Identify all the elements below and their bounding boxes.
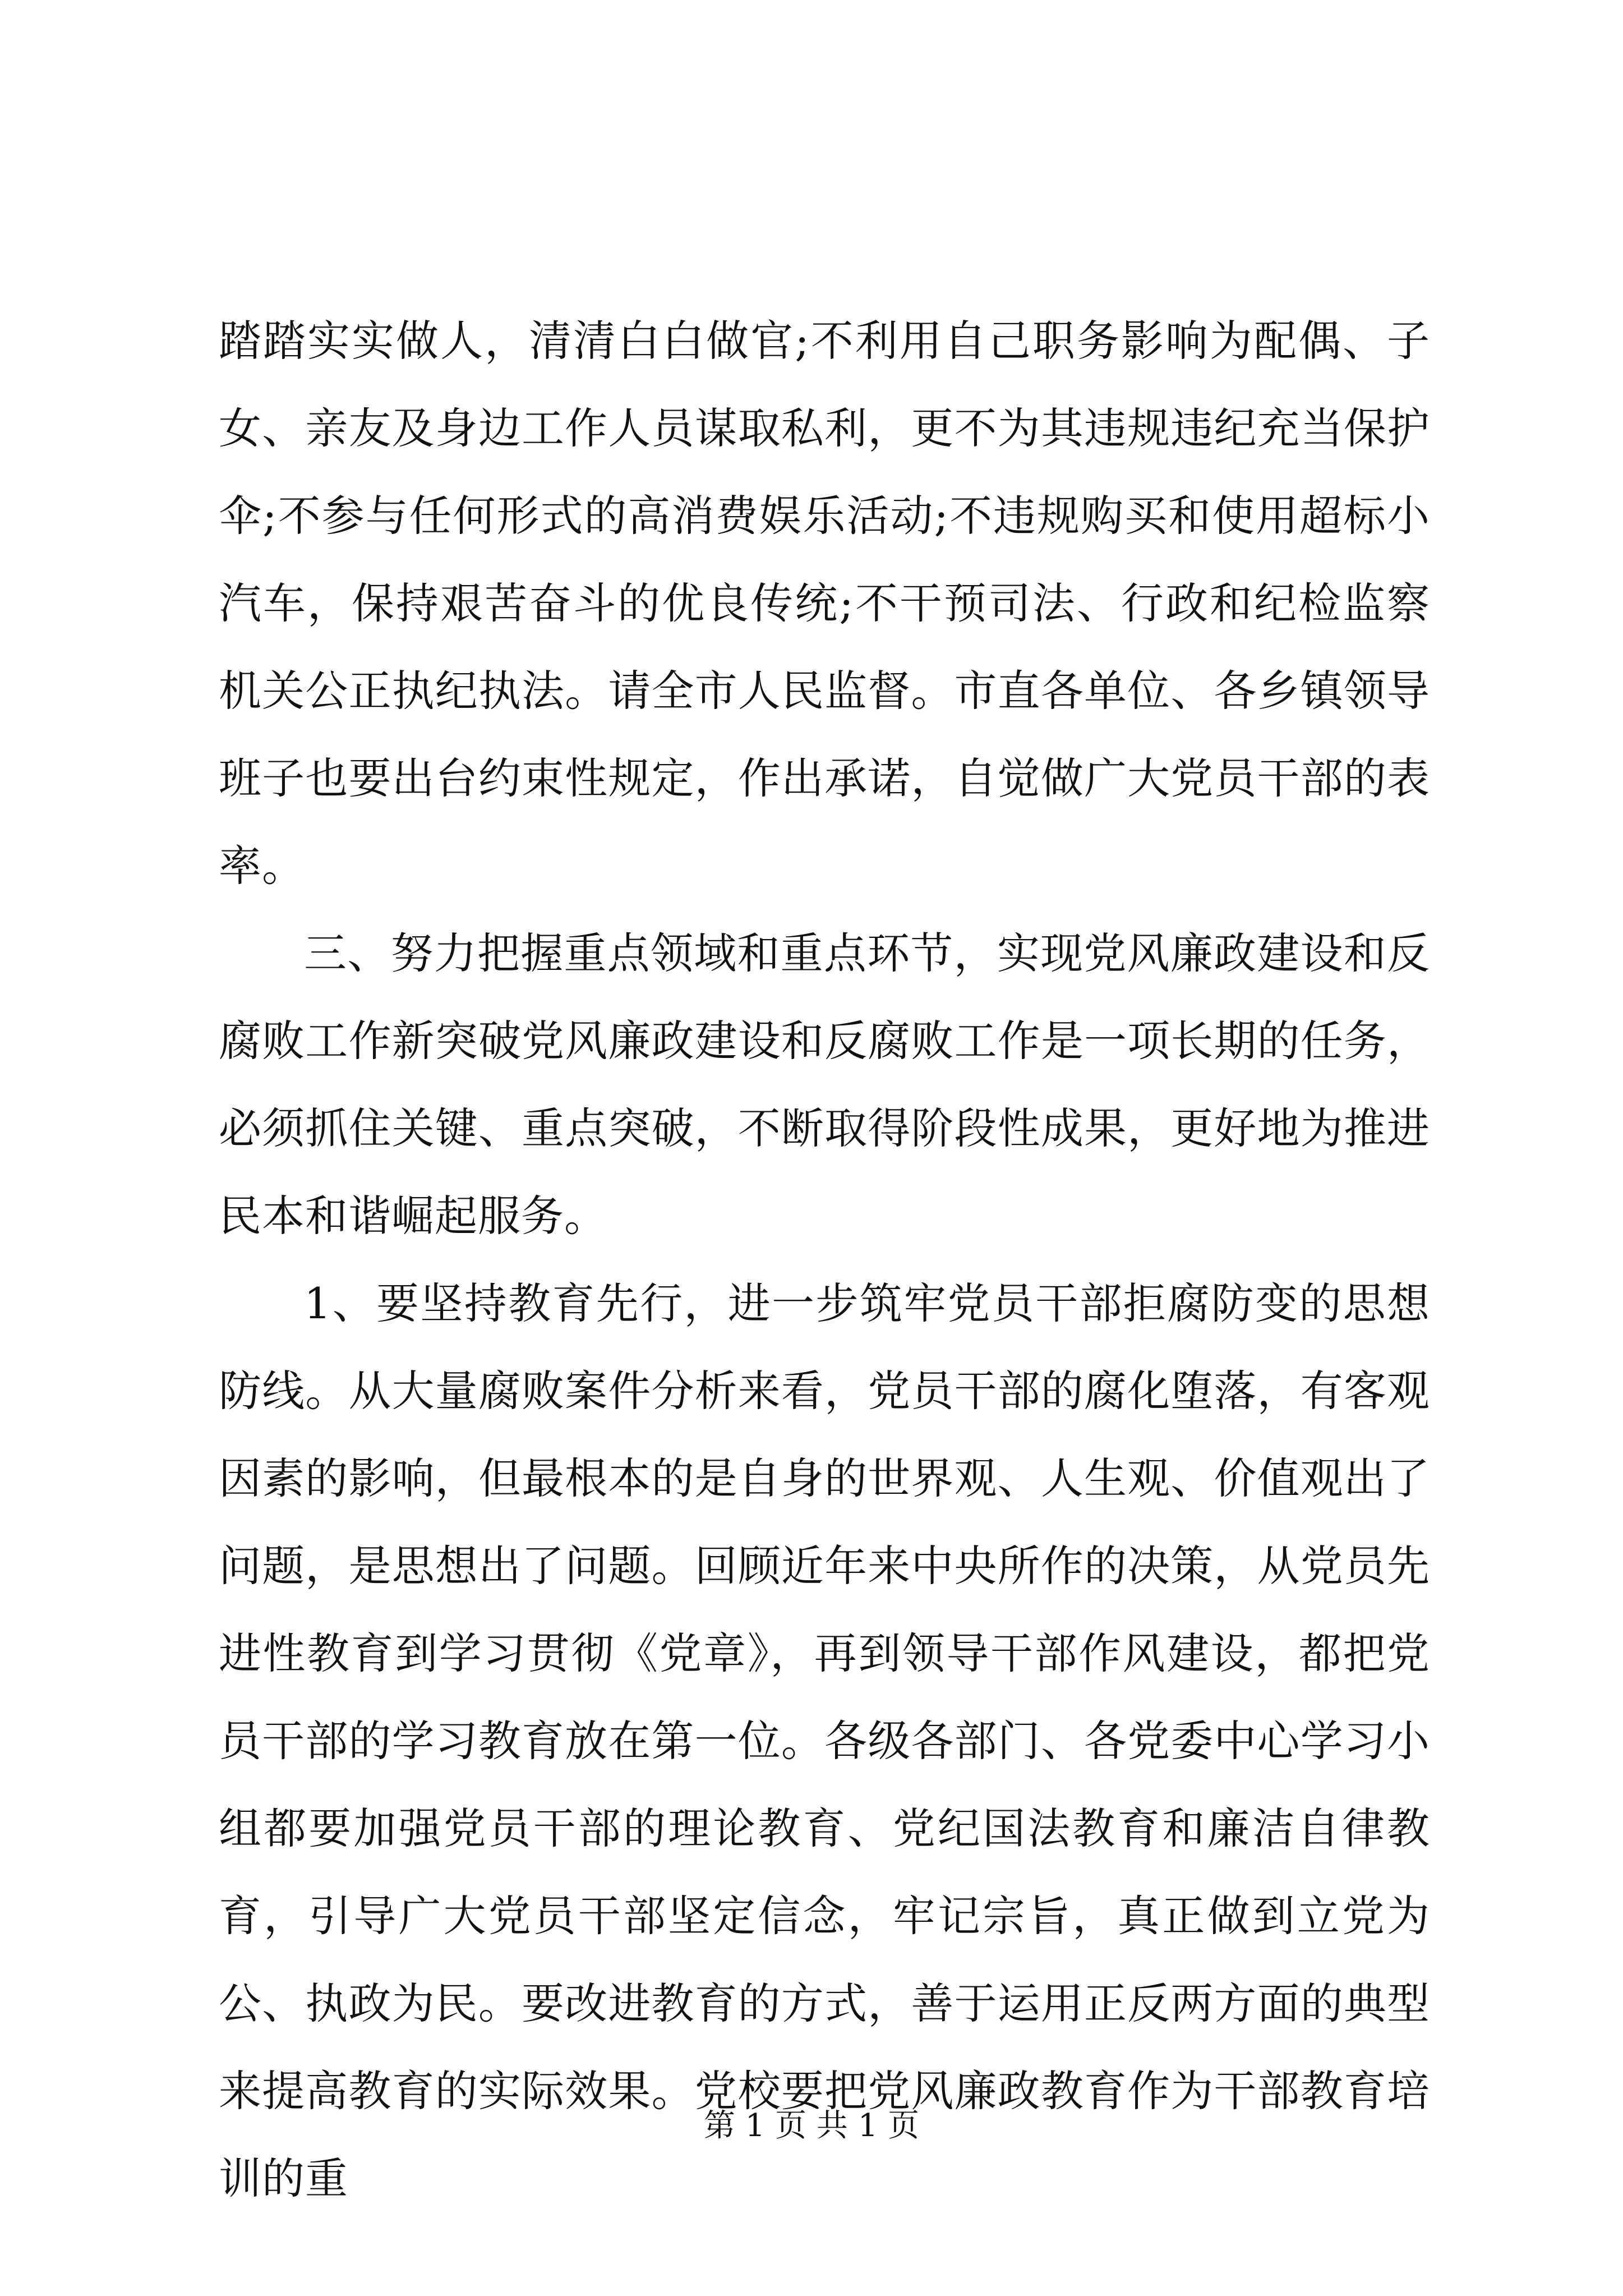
paragraph-1: 踏踏实实做人，清清白白做官;不利用自己职务影响为配偶、子女、亲友及身边工作人员谋取私利，更不为其违规违纪充当保护伞;不参与任何形式的高消费娱乐活动;不违规购买和使用超标小汽车，保持艰苦奋斗的优良传统;不干预司法、行政和纪检监察机关公正执纪执法。请全市人民监督。市直各单位、各乡镇领导班子也要出台约束性规定，作出承诺，自觉做广大党员干部的表率。 [219,316,1430,891]
page-number-footer: 第 1 页 共 1 页 [703,2108,920,2144]
document-body [219,297,1430,2223]
paragraph-3: 1、要坚持教育先行，进一步筑牢党员干部拒腐防变的思想防线。从大量腐败案件分析来看，党员干部的腐化堕落，有客观因素的影响，但最根本的是自身的世界观、人生观、价值观出了问题，是思想出了问题。回顾近年来中央所作的决策，从党员先进性教育到学习贯彻《党章》，再到领导干部作风建设，都把党员干部的学习教育放在第一位。各级各部门、各党委中心学习小组都要加强党员干部的理论教育、党纪国法教育和廉洁自律教育，引导广大党员干部坚定信念，牢记宗旨，真正做到立党为公、执政为民。要改进教育的方式，善于运用正反两方面的典型来提高教育的实际效果。党校要把党风廉政教育作为干部教育培训的重 [219,1278,1430,2203]
paragraph-2: 三、努力把握重点领域和重点环节，实现党风廉政建设和反腐败工作新突破党风廉政建设和反腐败工作是一项长期的任务，必须抓住关键、重点突破，不断取得阶段性成果，更好地为推进民本和谐崛起服务。 [219,928,1430,1241]
